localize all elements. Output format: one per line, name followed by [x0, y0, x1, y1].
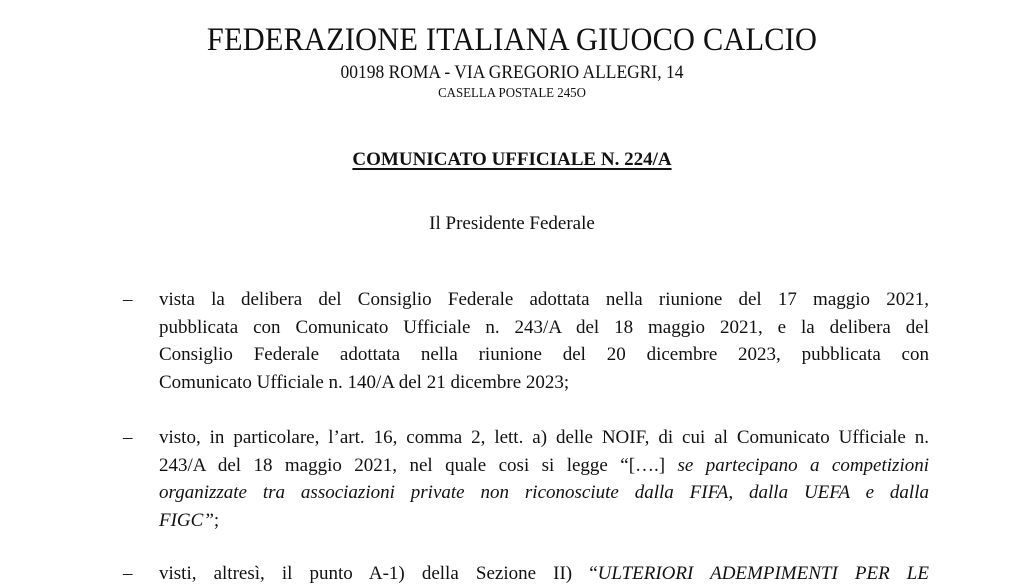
clause-line: pubblicata con Comunicato Ufficiale n. 243/A del 18 maggio 2021, e la delibera del: [159, 316, 929, 338]
bullet-dash: –: [123, 289, 133, 310]
quoted-text: se partecipano a competizioni: [677, 454, 929, 476]
quoted-text: FIGC”: [159, 509, 214, 531]
document-title: [0, 148, 1024, 172]
quoted-text: ULTERIORI ADEMPIMENTI PER LE: [597, 563, 929, 584]
clause-line: visto, in particolare, l’art. 16, comma 2, lett. a) delle NOIF, di cui al Comunicato Ufficiale n.: [159, 427, 929, 448]
clause-visto-art-16: [123, 424, 929, 534]
clause-line: [159, 560, 929, 588]
issuer-heading: Il Presidente Federale: [429, 213, 595, 234]
federation-address: 00198 ROMA - VIA GREGORIO ALLEGRI, 14: [340, 62, 684, 83]
federation-name: FEDERAZIONE ITALIANA GIUOCO CALCIO: [206, 22, 818, 58]
quoted-text: organizzate tra associazioni private non riconosciute dalla FIFA, dalla UEFA e dalla: [159, 482, 929, 503]
clause-vista-delibera: [123, 286, 929, 396]
federation-po-box: CASELLA POSTALE 245O: [438, 86, 586, 101]
document-title-text: COMUNICATO UFFICIALE N. 224/A: [352, 149, 672, 170]
bullet-dash: –: [123, 563, 133, 584]
clause-line: [159, 452, 929, 480]
clause-line: Comunicato Ufficiale n. 140/A del 21 dicembre 2023;: [159, 371, 570, 393]
clause-line: Consiglio Federale adottata nella riunione del 20 dicembre 2023, pubblicata con: [159, 344, 929, 365]
clause-visti-punto-a1: [123, 560, 929, 588]
clause-line: vista la delibera del Consiglio Federale adottata nella riunione del 17 maggio 2021,: [159, 289, 929, 310]
clause-text: 243/A del 18 maggio 2021, nel quale cosi si legge “[….]: [159, 454, 678, 476]
clause-line: [159, 507, 929, 535]
bullet-dash: –: [123, 427, 133, 448]
clause-text: ;: [213, 509, 220, 531]
clause-text: visti, altresì, il punto A-1) della Sezione II) “: [159, 563, 598, 584]
